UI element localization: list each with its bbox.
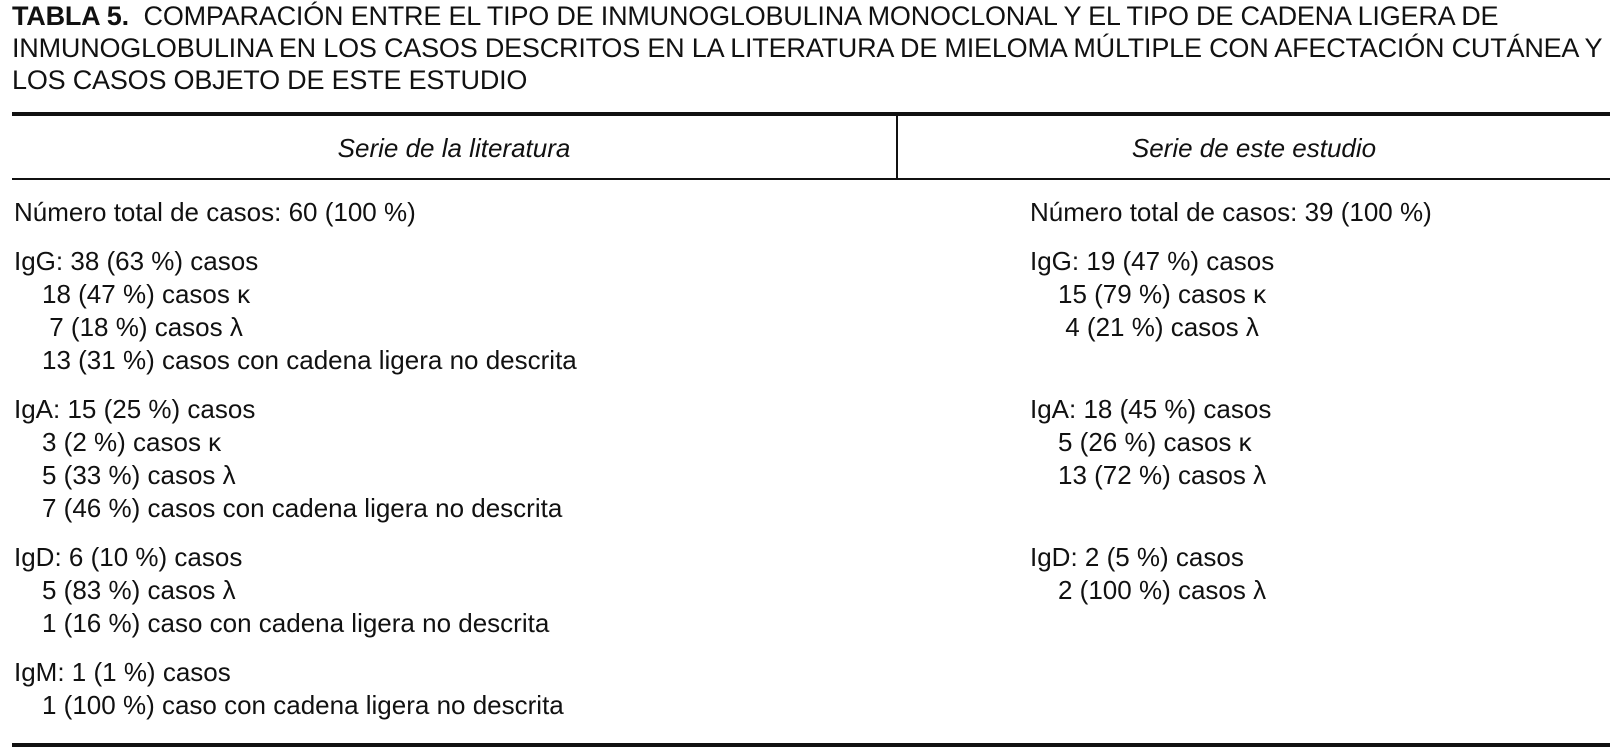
table-caption-label: TABLA 5. <box>12 1 129 31</box>
literature-iga-undescribed: 7 (46 %) casos con cadena ligera no descrita <box>42 493 563 523</box>
literature-iga-lambda: 5 (33 %) casos λ <box>42 460 236 490</box>
study-igg-kappa: 15 (79 %) casos κ <box>1058 279 1267 309</box>
study-igg-lambda: 4 (21 %) casos λ <box>1058 312 1259 342</box>
literature-igg-total: IgG: 38 (63 %) casos <box>14 246 259 276</box>
table-caption <box>12 0 1612 96</box>
literature-igg-lambda: 7 (18 %) casos λ <box>42 312 243 342</box>
study-column <box>1030 196 1610 607</box>
literature-iga-kappa: 3 (2 %) casos κ <box>42 427 222 457</box>
literature-igg-kappa: 18 (47 %) casos κ <box>42 279 251 309</box>
literature-igd-undescribed: 1 (16 %) caso con cadena ligera no descrita <box>42 608 550 638</box>
study-igg-total: IgG: 19 (47 %) casos <box>1030 246 1275 276</box>
literature-column <box>14 196 884 722</box>
study-iga-lambda: 13 (72 %) casos λ <box>1058 460 1267 490</box>
literature-igd-lambda: 5 (83 %) casos λ <box>42 575 236 605</box>
table-caption-text: COMPARACIÓN ENTRE EL TIPO DE INMUNOGLOBULINA MONOCLONAL Y EL TIPO DE CADENA LIGERA DE INMUNOGLOBULINA EN LOS CASOS DESCRITOS EN LA LITERATURA DE MIELOMA MÚLTIPLE CON AFECTACIÓN CUTÁNEA Y LOS CASOS OBJETO DE ESTE ESTUDIO <box>12 1 1602 95</box>
study-total: Número total de casos: 39 (100 %) <box>1030 197 1432 227</box>
column-header-literature: Serie de la literatura <box>337 133 571 163</box>
table-header-rule <box>12 178 1610 180</box>
literature-igd-total: IgD: 6 (10 %) casos <box>14 542 243 572</box>
literature-iga-total: IgA: 15 (25 %) casos <box>14 394 256 424</box>
study-igd-lambda: 2 (100 %) casos λ <box>1058 575 1267 605</box>
table-top-rule <box>12 112 1610 116</box>
table-bottom-rule <box>12 743 1610 747</box>
literature-igm-undescribed: 1 (100 %) caso con cadena ligera no descrita <box>42 690 564 720</box>
literature-total: Número total de casos: 60 (100 %) <box>14 197 416 227</box>
study-igd-total: IgD: 2 (5 %) casos <box>1030 542 1244 572</box>
literature-igm-total: IgM: 1 (1 %) casos <box>14 657 231 687</box>
column-header-study: Serie de este estudio <box>1131 133 1377 163</box>
study-iga-total: IgA: 18 (45 %) casos <box>1030 394 1272 424</box>
study-iga-kappa: 5 (26 %) casos κ <box>1058 427 1252 457</box>
literature-igg-undescribed: 13 (31 %) casos con cadena ligera no descrita <box>42 345 577 375</box>
